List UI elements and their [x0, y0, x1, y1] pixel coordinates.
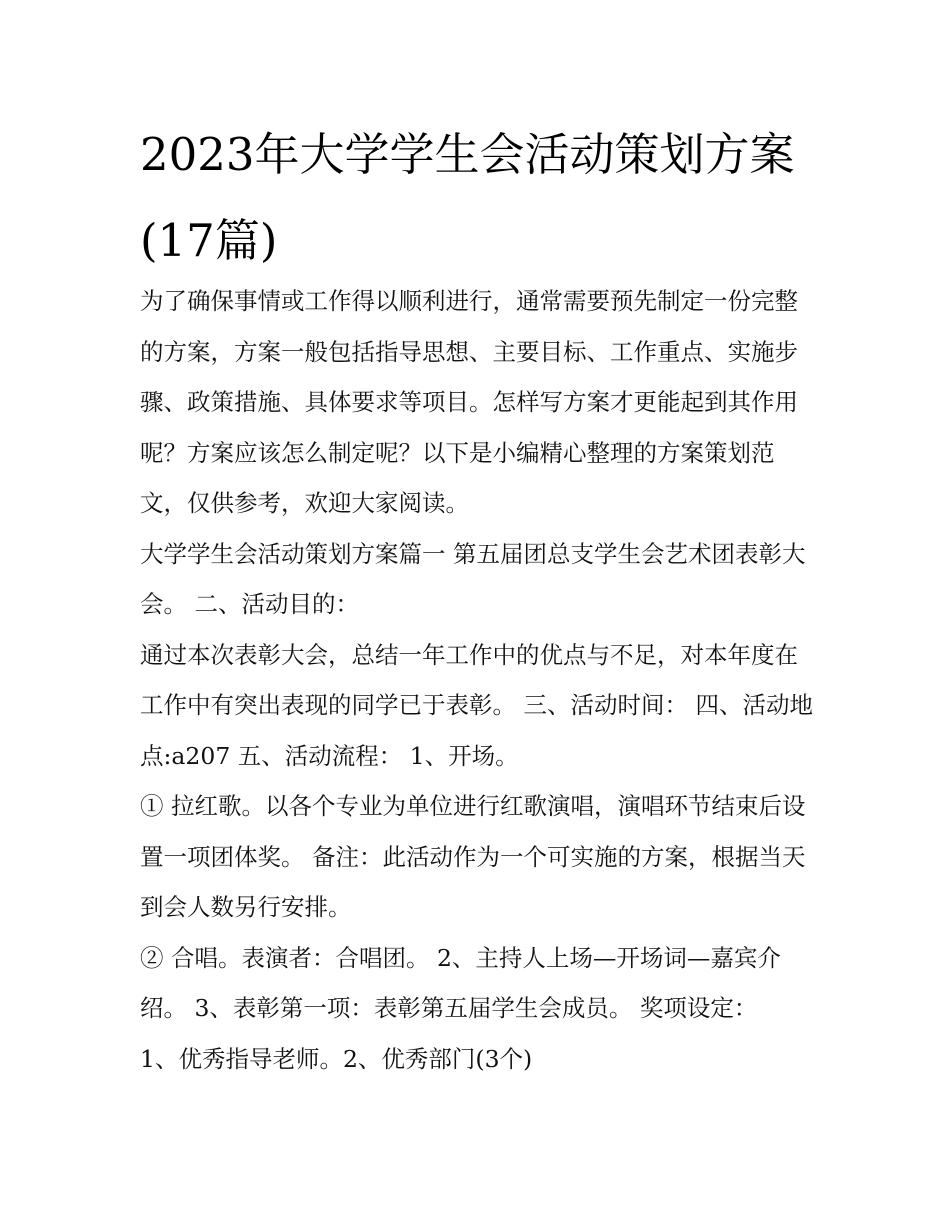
paragraph-awards: 1、优秀指导老师。2、优秀部门(3个) [140, 1044, 533, 1073]
paragraph-activity-name: 大学学生会活动策划方案篇一 第五届团总支学生会艺术团表彰大会。 二、活动目的： [140, 539, 806, 618]
document-body [140, 276, 820, 1084]
paragraph-red-song: ① 拉红歌。以各个专业为单位进行红歌演唱，演唱环节结束后设置一项团体奖。 备注：此活动作为一个可实施的方案，根据当天到会人数另行安排。 [140, 792, 806, 921]
document-title: 2023年大学学生会活动策划方案(17篇) [140, 128, 795, 267]
paragraph-chorus: ② 合唱。表演者：合唱团。 2、主持人上场—开场词—嘉宾介绍。 3、表彰第一项：表彰第五届学生会成员。 奖项设定： [140, 943, 781, 1022]
intro-paragraph: 为了确保事情或工作得以顺利进行，通常需要预先制定一份完整的方案，方案一般包括指导思想、主要目标、工作重点、实施步骤、政策措施、具体要求等项目。怎样写方案才更能起到其作用呢？方案应该怎么制定呢？以下是小编精心整理的方案策划范文，仅供参考，欢迎大家阅读。 [140, 287, 798, 517]
paragraph-activity-purpose: 通过本次表彰大会，总结一年工作中的优点与不足，对本年度在工作中有突出表现的同学已于表彰。 三、活动时间： 四、活动地点:a207 五、活动流程： 1、开场。 [140, 640, 813, 770]
